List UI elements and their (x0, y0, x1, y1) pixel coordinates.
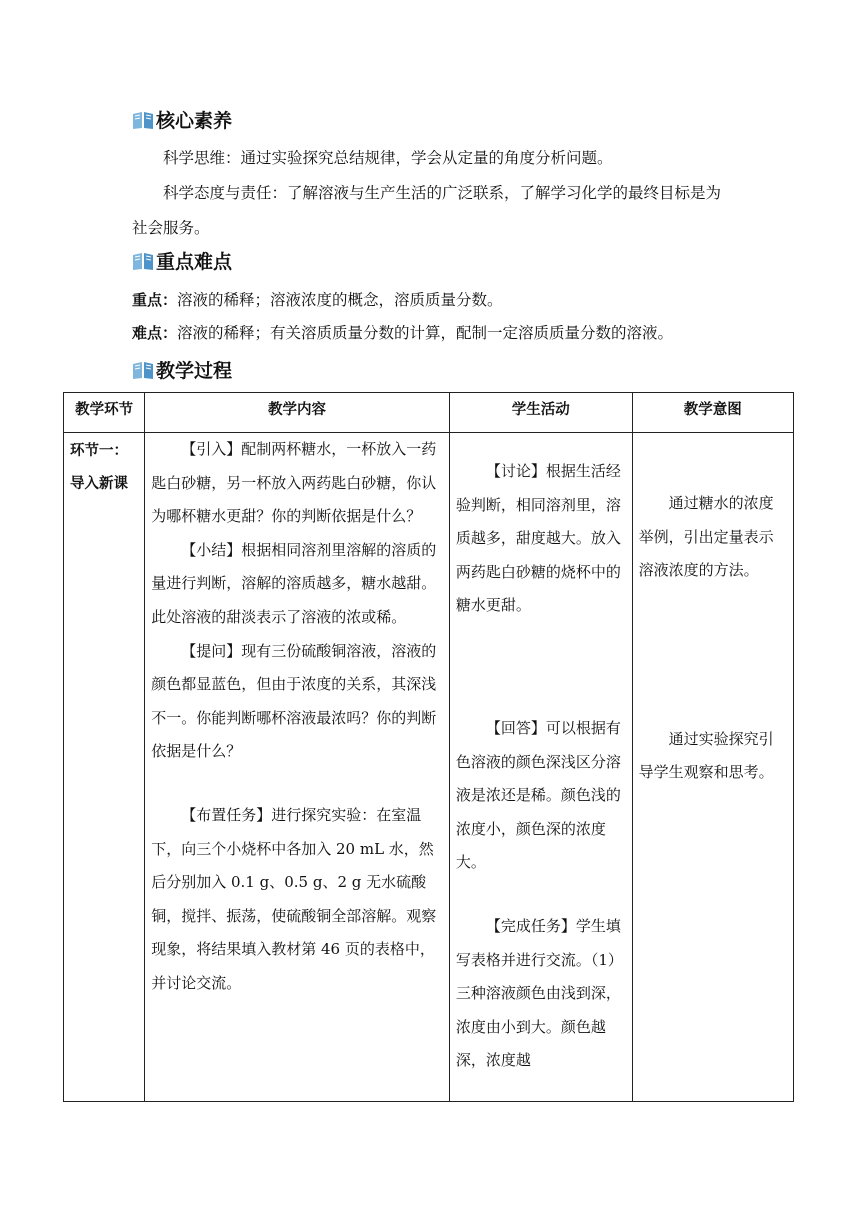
content-summary: 【小结】根据相同溶剂里溶解的溶质的量进行判断，溶解的溶质越多，糖水越甜。此处溶液的甜淡表示了溶液的浓或稀。 (151, 540, 437, 626)
column-header-activity: 学生活动 (449, 393, 632, 433)
difficulty-line (132, 316, 732, 351)
section-title: 核心素养 (156, 110, 233, 132)
intent-1: 通过糖水的浓度举例，引出定量表示溶液浓度的方法。 (638, 494, 774, 580)
activity-cell (449, 433, 632, 1102)
core-paragraph-1: 科学思维：通过实验探究总结规律，学会从定量的角度分析问题。 (163, 149, 613, 167)
content-question: 【提问】现有三份硫酸铜溶液，溶液的颜色都显蓝色，但由于浓度的关系，其深浅不一。你能判断哪杯溶液最浓吗？你的判断依据是什么？ (151, 641, 437, 761)
table-header-row (64, 393, 794, 433)
focus-line (132, 283, 732, 318)
intent-cell (632, 433, 793, 1102)
activity-answer: 【回答】可以根据有色溶液的颜色深浅区分溶液是浓还是稀。颜色浅的浓度小，颜色深的浓度大。 (455, 718, 621, 872)
content-task: 【布置任务】进行探究实验：在室温下，向三个小烧杯中各加入 20 mL 水，然后分别加入 0.1 g、0.5 g、2 g 无水硫酸铜，搅拌、振荡，使硫酸铜全部溶解。观察现象，将结果填入教材第 46 页的表格中，并讨论交流。 (151, 805, 437, 992)
activity-task: 【完成任务】学生填写表格并进行交流。（1）三种溶液颜色由浅到深，浓度由小到大。颜色越深，浓度越 (455, 916, 623, 1070)
intent-2: 通过实验探究引导学生观察和思考。 (638, 729, 774, 782)
book-icon (132, 110, 154, 130)
book-icon (132, 251, 154, 271)
column-header-content: 教学内容 (145, 393, 450, 433)
column-header-stage: 教学环节 (64, 393, 145, 433)
content-intro: 【引入】配制两杯糖水，一杯放入一药匙白砂糖，另一杯放入两药匙白砂糖，你认为哪杯糖水更甜？你的判断依据是什么？ (151, 440, 437, 526)
stage-cell: 环节一：导入新课 (64, 433, 145, 1102)
focus-label: 重点： (132, 291, 178, 309)
section-heading-key (132, 247, 232, 274)
difficulty-label: 难点： (132, 324, 178, 342)
section-heading-core (132, 106, 232, 133)
activity-discussion: 【讨论】根据生活经验判断，相同溶剂里，溶质越多，甜度越大。放入两药匙白砂糖的烧杯中的糖水更甜。 (455, 462, 621, 615)
content-cell (145, 433, 450, 1102)
section-heading-process (132, 356, 232, 383)
difficulty-text: 溶液的稀释；有关溶质质量分数的计算，配制一定溶质质量分数的溶液。 (177, 324, 674, 342)
focus-text: 溶液的稀释；溶液浓度的概念，溶质质量分数。 (177, 291, 503, 309)
teaching-process-table (63, 392, 794, 1102)
column-header-intent: 教学意图 (632, 393, 793, 433)
core-paragraph-2: 科学态度与责任：了解溶液与生产生活的广泛联系，了解学习化学的最终目标是为社会服务。 (132, 184, 722, 237)
section-title: 教学过程 (156, 360, 233, 382)
table-row (64, 433, 794, 1102)
book-icon (132, 360, 154, 380)
section-title: 重点难点 (156, 251, 233, 273)
